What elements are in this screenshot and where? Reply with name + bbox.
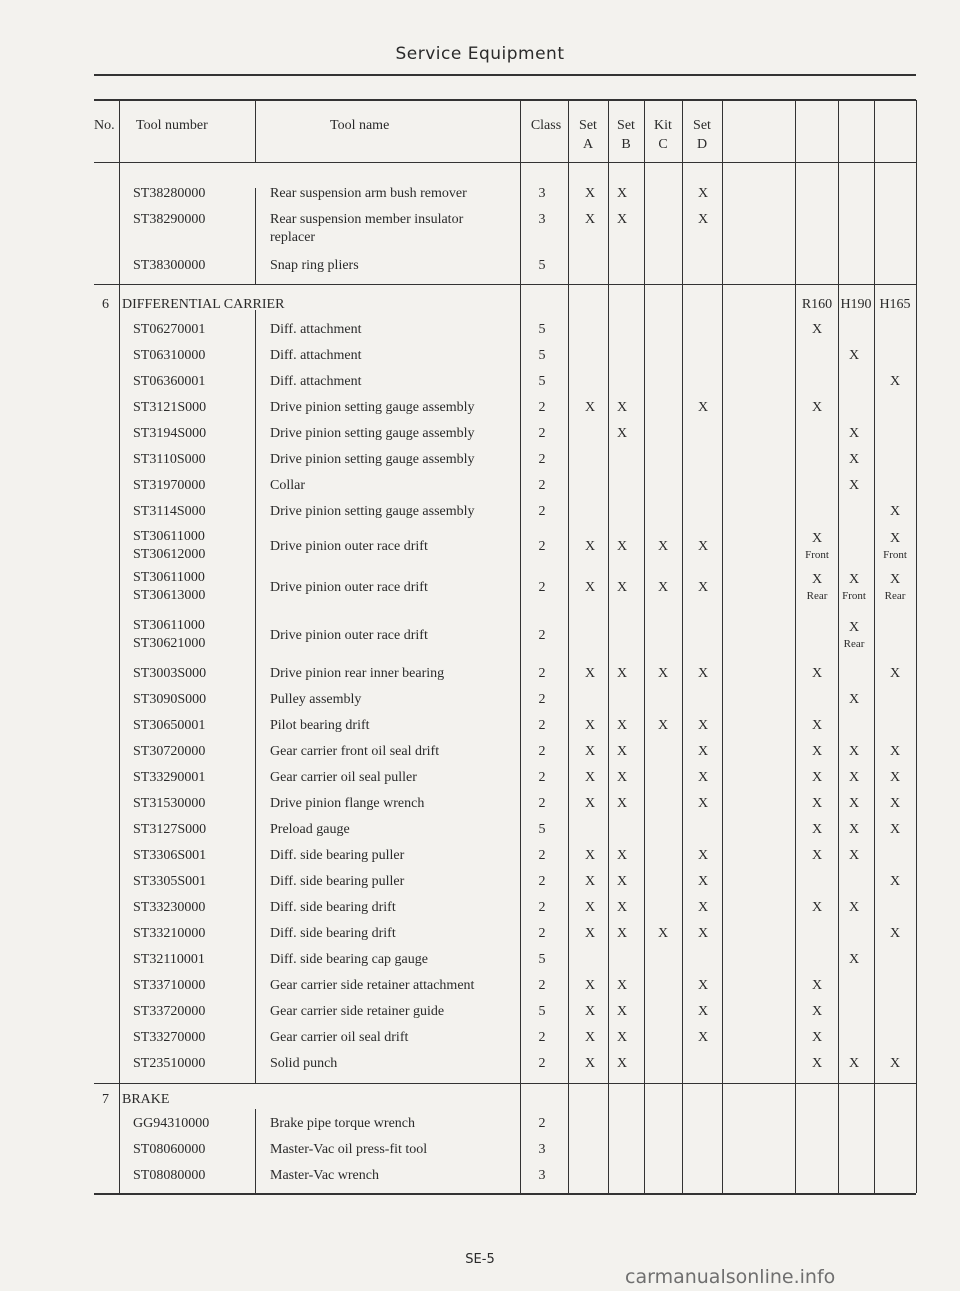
column-rule bbox=[838, 162, 839, 284]
tool-name: Rear suspension arm bush remover bbox=[270, 186, 467, 201]
h165-mark-position: Front bbox=[883, 549, 907, 561]
class-value: 5 bbox=[538, 952, 546, 967]
tool-number: ST30611000 bbox=[133, 529, 205, 544]
col-header-tool-name: Tool name bbox=[330, 118, 390, 133]
tool-number: ST08080000 bbox=[133, 1168, 206, 1183]
tool-name: Gear carrier front oil seal drift bbox=[270, 744, 440, 759]
column-rule bbox=[722, 1083, 723, 1193]
tool-number: ST06310000 bbox=[133, 348, 206, 363]
column-rule bbox=[119, 162, 120, 284]
h190-mark: X bbox=[848, 796, 860, 811]
column-rule bbox=[255, 188, 256, 284]
set-a-mark: X bbox=[584, 848, 596, 863]
tool-name: Drive pinion setting gauge assembly bbox=[270, 452, 475, 467]
r160-mark-position: Rear bbox=[806, 590, 828, 602]
section-title: DIFFERENTIAL CARRIER bbox=[122, 297, 285, 312]
set-d-mark: X bbox=[697, 770, 709, 785]
model-header-h165: H165 bbox=[879, 297, 911, 312]
set-b-mark: X bbox=[616, 744, 628, 759]
set-a-mark: X bbox=[584, 580, 596, 595]
h190-mark: X bbox=[848, 744, 860, 759]
tool-name: Drive pinion rear inner bearing bbox=[270, 666, 445, 681]
column-rule bbox=[255, 100, 256, 162]
tool-name: Diff. attachment bbox=[270, 322, 362, 337]
tool-name: Drive pinion setting gauge assembly bbox=[270, 504, 475, 519]
h165-mark: X bbox=[889, 822, 901, 837]
set-b-mark: X bbox=[616, 1030, 628, 1045]
tool-number: ST08060000 bbox=[133, 1142, 206, 1157]
tool-number: ST3127S000 bbox=[133, 822, 207, 837]
tool-name: Pulley assembly bbox=[270, 692, 362, 707]
set-d-mark: X bbox=[697, 666, 709, 681]
h190-mark: X bbox=[848, 426, 860, 441]
col-header-set-d: Set bbox=[693, 118, 711, 133]
tool-name: Drive pinion outer race drift bbox=[270, 580, 428, 595]
h190-mark: X bbox=[848, 620, 860, 635]
set-d-mark: X bbox=[697, 580, 709, 595]
set-a-mark: X bbox=[584, 900, 596, 915]
set-d-mark: X bbox=[697, 744, 709, 759]
class-value: 3 bbox=[538, 186, 546, 201]
tool-number: ST3305S001 bbox=[133, 874, 207, 889]
tool-name: Gear carrier oil seal puller bbox=[270, 770, 417, 785]
tool-number: GG94310000 bbox=[133, 1116, 210, 1131]
table-bottom-rule bbox=[94, 1193, 916, 1195]
tool-name: Diff. side bearing drift bbox=[270, 926, 396, 941]
tool-number: ST3121S000 bbox=[133, 400, 207, 415]
set-b-mark: X bbox=[616, 400, 628, 415]
set-d-mark: X bbox=[697, 1030, 709, 1045]
tool-name: Gear carrier side retainer guide bbox=[270, 1004, 445, 1019]
tool-number: ST33720000 bbox=[133, 1004, 206, 1019]
tool-name: Diff. side bearing cap gauge bbox=[270, 952, 428, 967]
tool-number: ST33290001 bbox=[133, 770, 206, 785]
class-value: 2 bbox=[538, 900, 546, 915]
column-rule bbox=[608, 1083, 609, 1193]
h190-mark: X bbox=[848, 848, 860, 863]
set-a-mark: X bbox=[584, 1004, 596, 1019]
class-value: 5 bbox=[538, 1004, 546, 1019]
tool-name: Master-Vac wrench bbox=[270, 1168, 379, 1183]
tool-name: replacer bbox=[270, 230, 316, 245]
set-a-mark: X bbox=[584, 796, 596, 811]
r160-mark: X bbox=[811, 770, 823, 785]
tool-number: ST33210000 bbox=[133, 926, 206, 941]
set-b-mark: X bbox=[616, 580, 628, 595]
tool-number: ST06360001 bbox=[133, 374, 206, 389]
tool-number: ST23510000 bbox=[133, 1056, 206, 1071]
set-b-mark: X bbox=[616, 978, 628, 993]
h165-mark: X bbox=[889, 374, 901, 389]
column-rule bbox=[795, 1083, 796, 1193]
class-value: 5 bbox=[538, 374, 546, 389]
h190-mark: X bbox=[848, 478, 860, 493]
set-d-mark: X bbox=[697, 400, 709, 415]
h190-mark: X bbox=[848, 770, 860, 785]
col-header-set-a: Set bbox=[579, 118, 597, 133]
set-d-mark: X bbox=[697, 539, 709, 554]
class-value: 5 bbox=[538, 258, 546, 273]
class-value: 2 bbox=[538, 478, 546, 493]
tool-name: Drive pinion setting gauge assembly bbox=[270, 400, 475, 415]
column-rule bbox=[838, 100, 839, 162]
class-value: 2 bbox=[538, 539, 546, 554]
tool-name: Drive pinion setting gauge assembly bbox=[270, 426, 475, 441]
tool-name: Diff. attachment bbox=[270, 374, 362, 389]
class-value: 2 bbox=[538, 770, 546, 785]
tool-number: ST32110001 bbox=[133, 952, 205, 967]
tool-name: Pilot bearing drift bbox=[270, 718, 370, 733]
kit-c-mark: X bbox=[657, 926, 669, 941]
tool-number: ST33710000 bbox=[133, 978, 206, 993]
tool-name: Brake pipe torque wrench bbox=[270, 1116, 415, 1131]
tool-name: Solid punch bbox=[270, 1056, 338, 1071]
tool-number: ST38290000 bbox=[133, 212, 206, 227]
tool-name: Rear suspension member insulator bbox=[270, 212, 464, 227]
set-a-mark: X bbox=[584, 926, 596, 941]
column-rule bbox=[682, 1083, 683, 1193]
r160-mark-position: Front bbox=[805, 549, 829, 561]
set-b-mark: X bbox=[616, 212, 628, 227]
kit-c-mark: X bbox=[657, 539, 669, 554]
r160-mark: X bbox=[811, 1004, 823, 1019]
set-b-mark: X bbox=[616, 796, 628, 811]
r160-mark: X bbox=[811, 400, 823, 415]
h190-mark: X bbox=[848, 348, 860, 363]
tool-number: ST3306S001 bbox=[133, 848, 207, 863]
r160-mark: X bbox=[811, 718, 823, 733]
column-rule bbox=[874, 100, 875, 162]
col-header-set-d-letter: D bbox=[696, 137, 708, 152]
title-rule bbox=[94, 74, 916, 76]
h165-mark: X bbox=[889, 1056, 901, 1071]
set-b-mark: X bbox=[616, 539, 628, 554]
h165-mark: X bbox=[889, 572, 901, 587]
tool-number: ST3114S000 bbox=[133, 504, 206, 519]
r160-mark: X bbox=[811, 666, 823, 681]
column-rule bbox=[119, 1083, 120, 1193]
set-b-mark: X bbox=[616, 926, 628, 941]
class-value: 2 bbox=[538, 666, 546, 681]
set-d-mark: X bbox=[697, 1004, 709, 1019]
set-d-mark: X bbox=[697, 718, 709, 733]
set-a-mark: X bbox=[584, 186, 596, 201]
tool-name: Collar bbox=[270, 478, 305, 493]
h190-mark-position: Front bbox=[842, 590, 866, 602]
tool-name: Drive pinion outer race drift bbox=[270, 628, 428, 643]
col-header-kit-c: Kit bbox=[654, 118, 672, 133]
set-d-mark: X bbox=[697, 848, 709, 863]
class-value: 5 bbox=[538, 348, 546, 363]
set-d-mark: X bbox=[697, 926, 709, 941]
watermark: carmanualsonline.info bbox=[625, 1266, 836, 1288]
class-value: 2 bbox=[538, 978, 546, 993]
r160-mark: X bbox=[811, 822, 823, 837]
class-value: 2 bbox=[538, 628, 546, 643]
section-rule bbox=[94, 284, 916, 285]
section-rule bbox=[94, 1083, 916, 1084]
set-a-mark: X bbox=[584, 212, 596, 227]
class-value: 2 bbox=[538, 400, 546, 415]
set-a-mark: X bbox=[584, 539, 596, 554]
r160-mark: X bbox=[811, 900, 823, 915]
tool-number: ST31530000 bbox=[133, 796, 206, 811]
set-a-mark: X bbox=[584, 1056, 596, 1071]
tool-number: ST06270001 bbox=[133, 322, 206, 337]
column-rule bbox=[874, 1083, 875, 1193]
column-rule bbox=[916, 100, 917, 162]
tool-name: Drive pinion outer race drift bbox=[270, 539, 428, 554]
r160-mark: X bbox=[811, 531, 823, 546]
column-rule bbox=[916, 162, 917, 284]
set-a-mark: X bbox=[584, 718, 596, 733]
section-title: BRAKE bbox=[122, 1092, 170, 1107]
column-rule bbox=[874, 162, 875, 284]
h190-mark-position: Rear bbox=[843, 638, 865, 650]
class-value: 2 bbox=[538, 452, 546, 467]
set-b-mark: X bbox=[616, 426, 628, 441]
tool-number: ST30621000 bbox=[133, 636, 206, 651]
tool-number: ST30720000 bbox=[133, 744, 206, 759]
tool-name: Master-Vac oil press-fit tool bbox=[270, 1142, 428, 1157]
r160-mark: X bbox=[811, 1056, 823, 1071]
r160-mark: X bbox=[811, 796, 823, 811]
class-value: 2 bbox=[538, 1056, 546, 1071]
col-header-set-b: Set bbox=[617, 118, 635, 133]
set-b-mark: X bbox=[616, 718, 628, 733]
set-d-mark: X bbox=[697, 874, 709, 889]
class-value: 2 bbox=[538, 1030, 546, 1045]
set-b-mark: X bbox=[616, 666, 628, 681]
tool-number: ST3194S000 bbox=[133, 426, 207, 441]
r160-mark: X bbox=[811, 978, 823, 993]
column-rule bbox=[916, 284, 917, 1083]
set-a-mark: X bbox=[584, 770, 596, 785]
class-value: 2 bbox=[538, 580, 546, 595]
column-rule bbox=[119, 100, 120, 162]
col-header-class: Class bbox=[530, 118, 562, 133]
h190-mark: X bbox=[848, 692, 860, 707]
page-title: Service Equipment bbox=[395, 44, 565, 64]
tool-number: ST30650001 bbox=[133, 718, 206, 733]
column-rule bbox=[644, 1083, 645, 1193]
class-value: 2 bbox=[538, 426, 546, 441]
tool-number: ST30612000 bbox=[133, 547, 206, 562]
model-header-r160: R160 bbox=[801, 297, 833, 312]
tool-number: ST30613000 bbox=[133, 588, 206, 603]
set-a-mark: X bbox=[584, 400, 596, 415]
tool-number: ST38280000 bbox=[133, 186, 206, 201]
set-a-mark: X bbox=[584, 978, 596, 993]
kit-c-mark: X bbox=[657, 580, 669, 595]
page-number: SE-5 bbox=[465, 1252, 495, 1267]
tool-number: ST30611000 bbox=[133, 618, 205, 633]
class-value: 3 bbox=[538, 1168, 546, 1183]
h165-mark: X bbox=[889, 874, 901, 889]
tool-name: Diff. side bearing puller bbox=[270, 848, 405, 863]
r160-mark: X bbox=[811, 572, 823, 587]
tool-name: Snap ring pliers bbox=[270, 258, 359, 273]
h190-mark: X bbox=[848, 572, 860, 587]
h190-mark: X bbox=[848, 822, 860, 837]
tool-name: Drive pinion flange wrench bbox=[270, 796, 425, 811]
column-rule bbox=[916, 1083, 917, 1193]
tool-name: Diff. side bearing puller bbox=[270, 874, 405, 889]
tool-number: ST38300000 bbox=[133, 258, 206, 273]
section-number: 6 bbox=[102, 297, 109, 312]
class-value: 5 bbox=[538, 822, 546, 837]
set-d-mark: X bbox=[697, 978, 709, 993]
column-rule bbox=[795, 100, 796, 162]
tool-name: Gear carrier oil seal drift bbox=[270, 1030, 409, 1045]
tool-name: Gear carrier side retainer attachment bbox=[270, 978, 475, 993]
tool-number: ST31970000 bbox=[133, 478, 206, 493]
section-number: 7 bbox=[102, 1092, 109, 1107]
set-b-mark: X bbox=[616, 186, 628, 201]
tool-number: ST33270000 bbox=[133, 1030, 206, 1045]
class-value: 2 bbox=[538, 796, 546, 811]
h190-mark: X bbox=[848, 1056, 860, 1071]
col-header-set-b-letter: B bbox=[621, 137, 631, 152]
tool-number: ST30611000 bbox=[133, 570, 205, 585]
r160-mark: X bbox=[811, 1030, 823, 1045]
kit-c-mark: X bbox=[657, 718, 669, 733]
set-a-mark: X bbox=[584, 666, 596, 681]
set-d-mark: X bbox=[697, 212, 709, 227]
set-a-mark: X bbox=[584, 744, 596, 759]
h165-mark: X bbox=[889, 796, 901, 811]
set-b-mark: X bbox=[616, 900, 628, 915]
column-rule bbox=[255, 310, 256, 1083]
class-value: 2 bbox=[538, 504, 546, 519]
tool-name: Preload gauge bbox=[270, 822, 350, 837]
tool-name: Diff. side bearing drift bbox=[270, 900, 396, 915]
set-b-mark: X bbox=[616, 770, 628, 785]
r160-mark: X bbox=[811, 848, 823, 863]
header-top-rule bbox=[94, 99, 916, 101]
h190-mark: X bbox=[848, 952, 860, 967]
class-value: 2 bbox=[538, 718, 546, 733]
kit-c-mark: X bbox=[657, 666, 669, 681]
h165-mark: X bbox=[889, 744, 901, 759]
class-value: 2 bbox=[538, 692, 546, 707]
col-header-set-a-letter: A bbox=[582, 137, 594, 152]
column-rule bbox=[838, 1083, 839, 1193]
tool-number: ST33230000 bbox=[133, 900, 206, 915]
class-value: 2 bbox=[538, 1116, 546, 1131]
h165-mark: X bbox=[889, 504, 901, 519]
section-rule bbox=[94, 162, 916, 163]
tool-number: ST3003S000 bbox=[133, 666, 207, 681]
set-b-mark: X bbox=[616, 874, 628, 889]
column-rule bbox=[119, 284, 120, 1083]
col-header-kit-c-letter: C bbox=[658, 137, 668, 152]
col-header-no: No. bbox=[94, 118, 115, 133]
class-value: 5 bbox=[538, 322, 546, 337]
class-value: 3 bbox=[538, 212, 546, 227]
tool-name: Diff. attachment bbox=[270, 348, 362, 363]
set-b-mark: X bbox=[616, 848, 628, 863]
col-header-tool-number: Tool number bbox=[136, 118, 208, 133]
tool-number: ST3090S000 bbox=[133, 692, 207, 707]
class-value: 3 bbox=[538, 1142, 546, 1157]
class-value: 2 bbox=[538, 874, 546, 889]
set-d-mark: X bbox=[697, 186, 709, 201]
h165-mark: X bbox=[889, 770, 901, 785]
r160-mark: X bbox=[811, 744, 823, 759]
h165-mark-position: Rear bbox=[884, 590, 906, 602]
column-rule bbox=[255, 1109, 256, 1193]
set-a-mark: X bbox=[584, 1030, 596, 1045]
tool-number: ST3110S000 bbox=[133, 452, 206, 467]
h165-mark: X bbox=[889, 666, 901, 681]
class-value: 2 bbox=[538, 848, 546, 863]
set-d-mark: X bbox=[697, 900, 709, 915]
set-b-mark: X bbox=[616, 1004, 628, 1019]
set-b-mark: X bbox=[616, 1056, 628, 1071]
model-header-h190: H190 bbox=[840, 297, 872, 312]
class-value: 2 bbox=[538, 926, 546, 941]
h190-mark: X bbox=[848, 452, 860, 467]
column-rule bbox=[795, 162, 796, 284]
set-a-mark: X bbox=[584, 874, 596, 889]
set-d-mark: X bbox=[697, 796, 709, 811]
h165-mark: X bbox=[889, 531, 901, 546]
h165-mark: X bbox=[889, 926, 901, 941]
r160-mark: X bbox=[811, 322, 823, 337]
h190-mark: X bbox=[848, 900, 860, 915]
class-value: 2 bbox=[538, 744, 546, 759]
